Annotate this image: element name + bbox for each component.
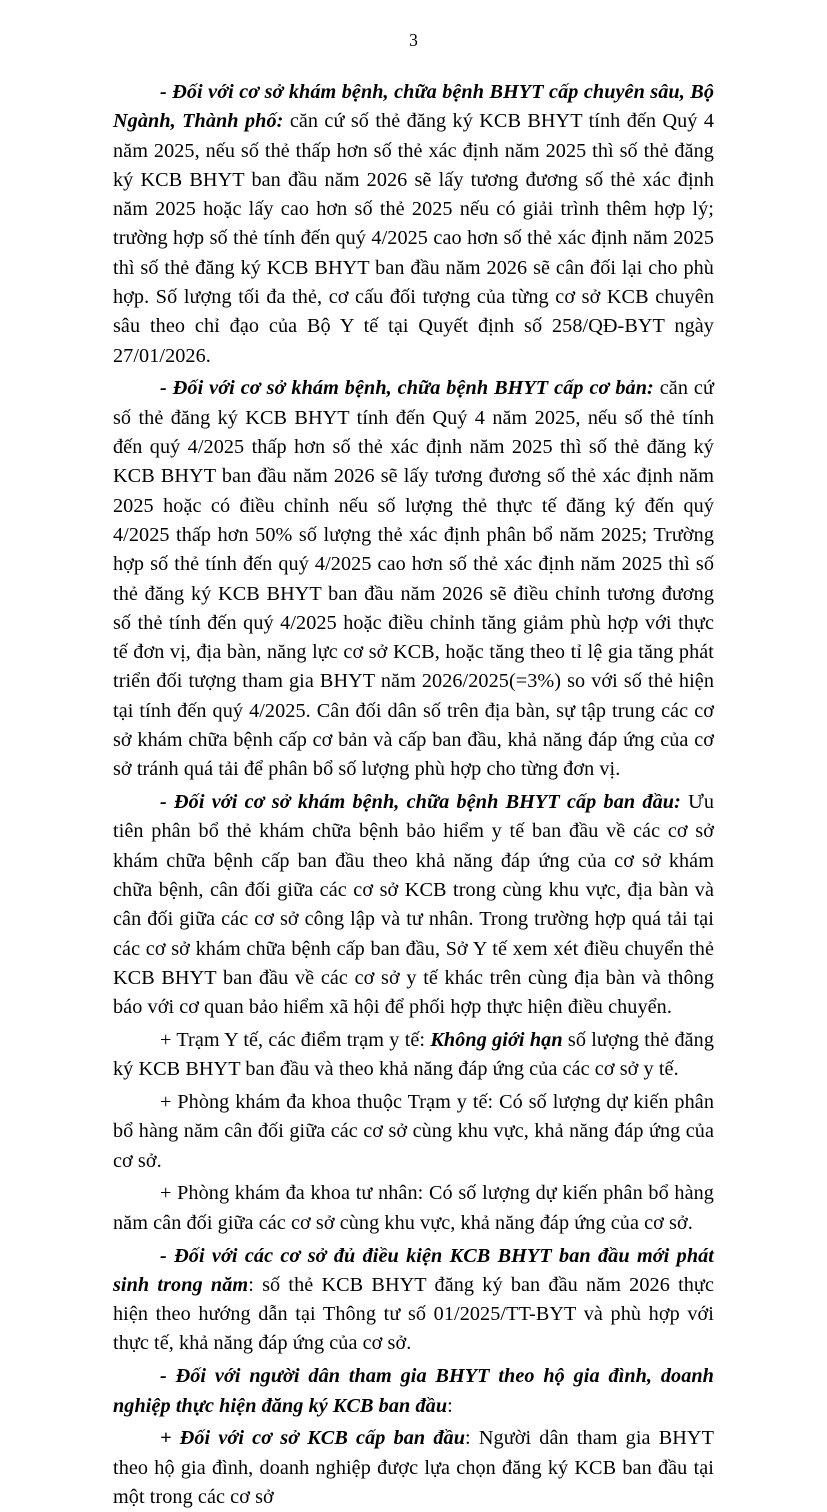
paragraph-lead-moi-phat-sinh: - Đối với các cơ sở đủ điều kiện KCB BHYT ban đầu mới phát sinh trong năm (113, 1244, 714, 1296)
paragraph-lead-ho-gia-dinh: - Đối với người dân tham gia BHYT theo hộ gia đình, doanh nghiệp thực hiện đăng ký KCB ban đầu (113, 1365, 714, 1417)
paragraph-body-tram-y-te: số lượng thẻ đăng ký KCB BHYT ban đầu và theo khả năng đáp ứng của các cơ sở y tế. (113, 1029, 715, 1081)
paragraph-lead-ban-dau: - Đối với cơ sở khám bệnh, chữa bệnh BHYT cấp ban đầu: (160, 791, 681, 814)
document-body (113, 78, 714, 1512)
paragraph-lead-tram-y-te: Không giới hạn (430, 1029, 563, 1051)
paragraph-co-ban (113, 374, 714, 784)
paragraph-body-ho-gia-dinh: : (447, 1394, 453, 1417)
paragraph-lead-chuyen-sau: - Đối với cơ sở khám bệnh, chữa bệnh BHYT cấp chuyên sâu, Bộ Ngành, Thành phố: (113, 81, 714, 133)
paragraph-ho-gia-dinh (113, 1362, 714, 1421)
paragraph-ban-dau (113, 788, 714, 1022)
paragraph-body-moi-phat-sinh: : số thẻ KCB BHYT đăng ký ban đầu năm 2026 thực hiện theo hướng dẫn tại Thông tư số 01/2025/TT-BYT và phù hợp với thực tế, khả năng đáp ứng của cơ sở. (113, 1273, 714, 1355)
paragraph-moi-phat-sinh (113, 1242, 714, 1359)
paragraph-lead-kcb-cap-ban-dau: + Đối với cơ sở KCB cấp ban đầu (160, 1427, 466, 1450)
paragraph-tram-y-te (113, 1026, 714, 1085)
paragraph-lead-co-ban: - Đối với cơ sở khám bệnh, chữa bệnh BHYT cấp cơ bản: (160, 377, 654, 400)
paragraph-body-co-ban: căn cứ số thẻ đăng ký KCB BHYT tính đến Quý 4 năm 2025, nếu số thẻ tính đến quý 4/2025 thấp hơn số thẻ xác định năm 2025 thì số thẻ đăng ký KCB BHYT ban đầu năm 2026 sẽ lấy tương đương số thẻ xác định năm 2025 hoặc có điều chỉnh nếu số lượng thẻ thực tế đăng ký đến quý 4/2025 thấp hơn 50% số lượng thẻ xác định phân bổ năm 2025; Trường hợp số thẻ tính đến quý 4/2025 cao hơn số thẻ xác định năm 2025 thì số thẻ đăng ký KCB BHYT ban đầu năm 2026 sẽ điều chỉnh tương đương số thẻ tính đến quý 4/2025 hoặc điều chỉnh tăng giảm phù hợp với thực tế đơn vị, địa bàn, năng lực cơ sở KCB, hoặc tăng theo tỉ lệ gia tăng phát triển đối tượng tham gia BHYT năm 2026/2025(=3%) so với số thẻ hiện tại tính đến quý 4/2025. Cân đối dân số trên địa bàn, sự tập trung các cơ sở khám chữa bệnh cấp cơ bản và cấp ban đầu, khả năng đáp ứng của cơ sở tránh quá tải để phân bổ số lượng phù hợp cho từng đơn vị. (113, 377, 714, 781)
paragraph-chuyen-sau (113, 78, 714, 371)
paragraph-pkdk-tu-nhan: + Phòng khám đa khoa tư nhân: Có số lượng dự kiến phân bổ hàng năm cân đối giữa các cơ sở cùng khu vực, khả năng đáp ứng của cơ sở. (113, 1182, 714, 1234)
paragraph-body-ban-dau: Ưu tiên phân bổ thẻ khám chữa bệnh bảo hiểm y tế ban đầu về các cơ sở khám chữa bệnh cấp ban đầu theo khả năng đáp ứng của cơ sở khám chữa bệnh, cân đối giữa các cơ sở KCB trong cùng khu vực, địa bàn và cân đối giữa các cơ sở công lập và tư nhân. Trong trường hợp quá tải tại các cơ sở khám chữa bệnh cấp ban đầu, Sở Y tế xem xét điều chuyển thẻ KCB BHYT ban đầu về các cơ sở y tế khác trên cùng địa bàn và thông báo với cơ quan bảo hiểm xã hội để phối hợp thực hiện điều chuyển. (113, 791, 715, 1019)
paragraph-body-kcb-cap-ban-dau: : Người dân tham gia BHYT theo hộ gia đình, doanh nghiệp được lựa chọn đăng ký KCB ban đầu tại một trong các cơ sở (113, 1427, 714, 1508)
page-number: 3 (409, 30, 418, 50)
paragraph-kcb-cap-ban-dau (113, 1424, 714, 1512)
paragraph-pkdk-tram: + Phòng khám đa khoa thuộc Trạm y tế: Có số lượng dự kiến phân bổ hàng năm cân đối giữa các cơ sở cùng khu vực, khả năng đáp ứng của cơ sở. (113, 1091, 714, 1172)
paragraph-prefix-tram-y-te: + Trạm Y tế, các điểm trạm y tế: (160, 1029, 431, 1051)
paragraph-body-chuyen-sau: căn cứ số thẻ đăng ký KCB BHYT tính đến Quý 4 năm 2025, nếu số thẻ thấp hơn số thẻ xác định năm 2025 thì số thẻ đăng ký KCB BHYT ban đầu năm 2026 sẽ lấy tương đương số thẻ xác định năm 2025 hoặc lấy cao hơn số thẻ 2025 nếu có giải trình thêm hợp lý; trường hợp số thẻ tính đến quý 4/2025 cao hơn số thẻ xác định năm 2025 thì số thẻ đăng ký KCB BHYT ban đầu năm 2026 sẽ cân đối lại cho phù hợp. Số lượng tối đa thẻ, cơ cấu đối tượng của từng cơ sở KCB chuyên sâu theo chỉ đạo của Bộ Y tế tại Quyết định số 258/QĐ-BYT ngày 27/01/2026. (113, 110, 715, 367)
